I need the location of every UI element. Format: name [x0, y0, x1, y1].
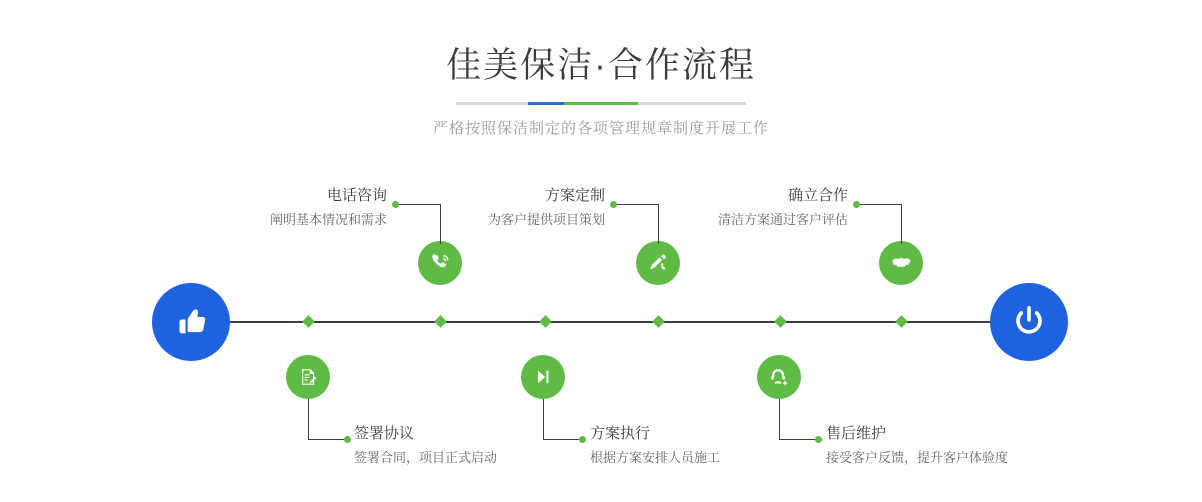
page-subtitle: 严格按照保洁制定的各项管理规章制度开展工作	[432, 120, 769, 137]
step-icon-3[interactable]	[636, 241, 680, 285]
connector-5-horizontal	[857, 204, 902, 205]
step-icon-2[interactable]	[286, 355, 330, 399]
phone-call-icon	[428, 251, 452, 275]
connector-6-tip	[815, 436, 822, 443]
step-desc-6: 接受客户反馈，提升客户体验度	[826, 450, 1009, 465]
step-desc-5: 清洁方案通过客户评估	[717, 212, 848, 227]
connector-4-vertical	[543, 399, 544, 439]
connector-6-horizontal	[779, 439, 819, 440]
step-label-3	[375, 186, 605, 230]
divider-segment-green	[564, 102, 638, 105]
divider-segment-blue	[528, 102, 564, 105]
thumbs-up-icon	[171, 302, 211, 342]
step-label-4	[590, 424, 720, 468]
axis-node-1	[302, 315, 315, 328]
step-label-1	[155, 186, 387, 230]
step-title-1: 电话咨询	[326, 187, 387, 204]
step-title-5: 确立合作	[787, 187, 848, 204]
connector-4-tip	[579, 436, 586, 443]
connector-4-horizontal	[543, 439, 583, 440]
step-label-6	[826, 424, 1008, 468]
axis-node-4	[652, 315, 665, 328]
axis-node-6	[895, 315, 908, 328]
step-icon-1[interactable]	[418, 241, 462, 285]
connector-2-vertical	[308, 399, 309, 439]
step-label-2	[354, 424, 497, 468]
connector-6-vertical	[779, 399, 780, 439]
step-desc-2: 签署合同，项目正式启动	[354, 450, 498, 465]
connector-5-vertical	[901, 204, 902, 244]
axis-node-5	[774, 315, 787, 328]
step-title-3: 方案定制	[544, 187, 605, 204]
page-title: 佳美保洁·合作流程	[446, 46, 756, 85]
step-icon-6[interactable]	[757, 355, 801, 399]
end-node[interactable]	[990, 283, 1068, 361]
step-title-6: 售后维护	[826, 425, 887, 442]
step-label-5	[610, 186, 848, 230]
play-forward-icon	[532, 366, 554, 388]
headset-support-icon	[768, 366, 790, 388]
step-desc-3: 为客户提供项目策划	[487, 212, 605, 227]
power-icon	[1009, 302, 1049, 342]
connector-2-horizontal	[308, 439, 348, 440]
title-divider	[456, 102, 746, 105]
step-desc-4: 根据方案安排人员施工	[590, 450, 721, 465]
step-desc-1: 阐明基本情况和需求	[269, 212, 387, 227]
axis-node-3	[539, 315, 552, 328]
document-edit-icon	[297, 366, 319, 388]
step-title-2: 签署协议	[354, 425, 415, 442]
start-node[interactable]	[152, 283, 230, 361]
step-icon-5[interactable]	[879, 241, 923, 285]
connector-5-tip	[853, 201, 860, 208]
connector-2-tip	[344, 436, 351, 443]
handshake-icon	[889, 251, 913, 275]
step-icon-4[interactable]	[521, 355, 565, 399]
header	[0, 0, 1202, 138]
pen-ruler-icon	[646, 251, 670, 275]
step-title-4: 方案执行	[590, 425, 651, 442]
axis-node-2	[434, 315, 447, 328]
